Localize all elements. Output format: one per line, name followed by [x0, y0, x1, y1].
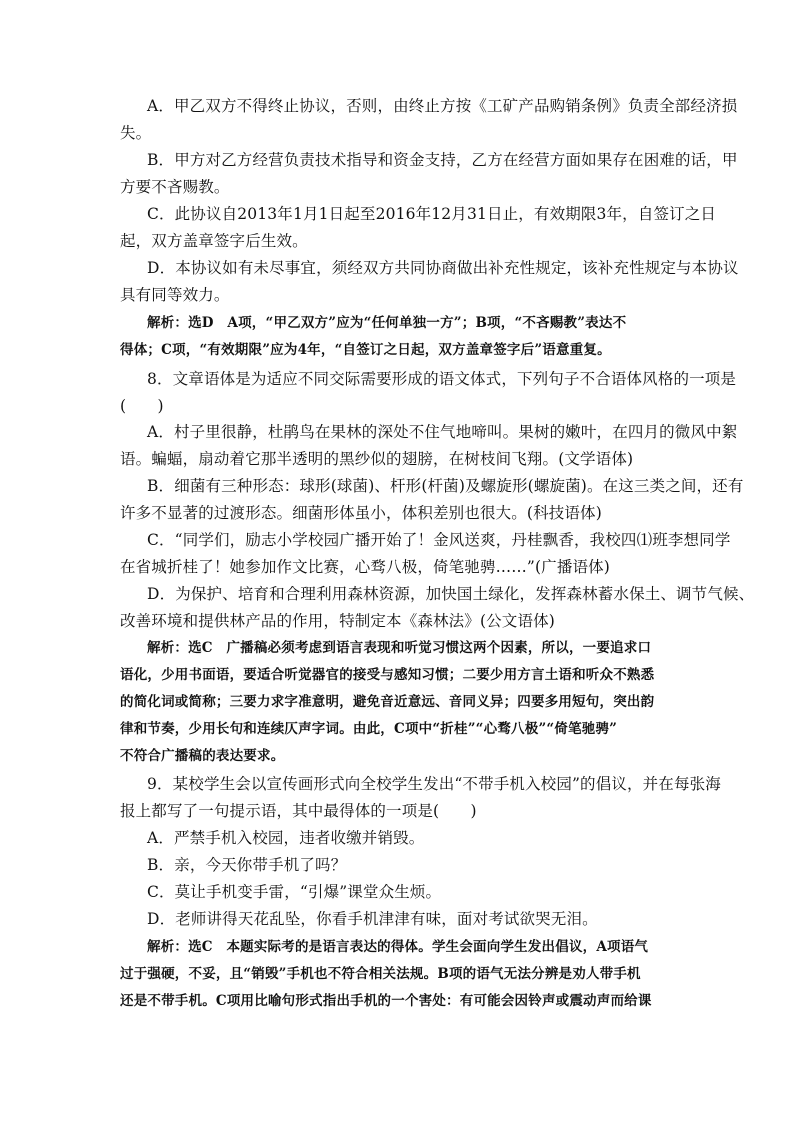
- q8-option-b-line-1: B．细菌有三种形态：球形(球菌)、杆形(杆菌)及螺旋形(螺旋菌)。在这三类之间，还有: [147, 477, 744, 495]
- solution-7-line-2: 得体；C项，“有效期限”应为4年，“自签订之日起，双方盖章签字后”语意重复。: [120, 342, 611, 358]
- question-8-line-1: 8．文章语体是为适应不同交际需要形成的语文体式，下列句子不合语体风格的一项是: [147, 370, 737, 388]
- question-9-line-1: 9．某校学生会以宣传画形式向全校学生发出“不带手机入校园”的倡议，并在每张海: [147, 775, 721, 793]
- option-d-line-2: 具有同等效力。: [120, 286, 230, 304]
- q8-option-a-line-1: A．村子里很静，杜鹃鸟在果林的深处不住气地啼叫。果树的嫩叶，在四月的微风中絮: [147, 423, 738, 441]
- q8-option-c-line-1: C．“同学们，励志小学校园广播开始了！金风送爽，丹桂飘香，我校四⑴班李想同学: [147, 531, 731, 549]
- solution-8-line-3: 的简化词或简称；三要力求字准意明，避免音近意远、音同义异；四要多用短句，突出韵: [120, 694, 655, 710]
- option-d-line-1: D．本协议如有未尽事宜，须经双方共同协商做出补充性规定，该补充性规定与本协议: [147, 259, 739, 277]
- q9-option-d: D．老师讲得天花乱坠，你看手机津津有味，面对考试欲哭无泪。: [147, 910, 598, 928]
- q9-option-c: C．莫让手机变手雷，“引爆”课堂众生烦。: [147, 883, 442, 901]
- solution-7-line-1: 解析：选D A项，“甲乙双方”应为“任何单独一方”；B项，“不吝赐教”表达不: [147, 315, 627, 331]
- q9-option-a: A．严禁手机入校园，违者收缴并销毁。: [147, 829, 425, 847]
- q8-option-a-line-2: 语。蝙蝠，扇动着它那半透明的黑纱似的翅膀，在树枝间飞翔。(文学语体): [120, 450, 634, 468]
- question-9-line-2: 报上都写了一句提示语，其中最得体的一项是( ): [120, 802, 477, 820]
- question-8-line-2: ( ): [120, 397, 164, 415]
- solution-9-line-1: 解析：选C 本题实际考的是语言表达的得体。学生会面向学生发出倡议，A项语气: [147, 939, 649, 955]
- q8-option-d-line-2: 改善环境和提供林产品的作用，特制定本《森林法》(公文语体): [120, 612, 555, 630]
- solution-8-line-2: 语化，少用书面语，要适合听觉器官的接受与感知习惯；二要少用方言土语和听众不熟悉: [120, 667, 655, 683]
- option-c-line-2: 起，双方盖章签字后生效。: [120, 232, 308, 250]
- solution-8-line-4: 律和节奏，少用长句和连续仄声字词。由此，C项中“折桂”“心骛八极”“倚笔驰骋”: [120, 721, 618, 737]
- q8-option-b-line-2: 许多不显著的过渡形态。细菌形体虽小，体积差别也很大。(科技语体): [120, 504, 602, 522]
- solution-8-line-5: 不符合广播稿的表达要求。: [120, 748, 285, 764]
- option-a-line-1: A．甲乙双方不得终止协议，否则，由终止方按《工矿产品购销条例》负责全部经济损: [147, 97, 738, 115]
- q8-option-c-line-2: 在省城折桂了！她参加作文比赛，心骛八极，倚笔驰骋……”(广播语体): [120, 558, 610, 576]
- option-b-line-2: 方要不吝赐教。: [120, 178, 230, 196]
- option-a-line-2: 失。: [120, 124, 152, 142]
- option-b-line-1: B．甲方对乙方经营负责技术指导和资金支持，乙方在经营方面如果存在困难的话，甲: [147, 151, 738, 169]
- solution-8-line-1: 解析：选C 广播稿必须考虑到语言表现和听觉习惯这两个因素，所以，一要追求口: [147, 640, 652, 656]
- option-c-line-1: C．此协议自2013年1月1日起至2016年12月31日止，有效期限3年，自签订之日: [147, 205, 717, 223]
- solution-9-line-2: 过于强硬，不妥，且“销毁”手机也不符合相关法规。B项的语气无法分辨是劝人带手机: [120, 966, 641, 982]
- q8-option-d-line-1: D．为保护、培育和合理利用森林资源，加快国土绿化，发挥森林蓄水保土、调节气候、: [147, 585, 755, 603]
- solution-9-line-3: 还是不带手机。C项用比喻句形式指出手机的一个害处：有可能会因铃声或震动声而给课: [120, 993, 652, 1009]
- q9-option-b: B．亲，今天你带手机了吗？: [147, 856, 347, 874]
